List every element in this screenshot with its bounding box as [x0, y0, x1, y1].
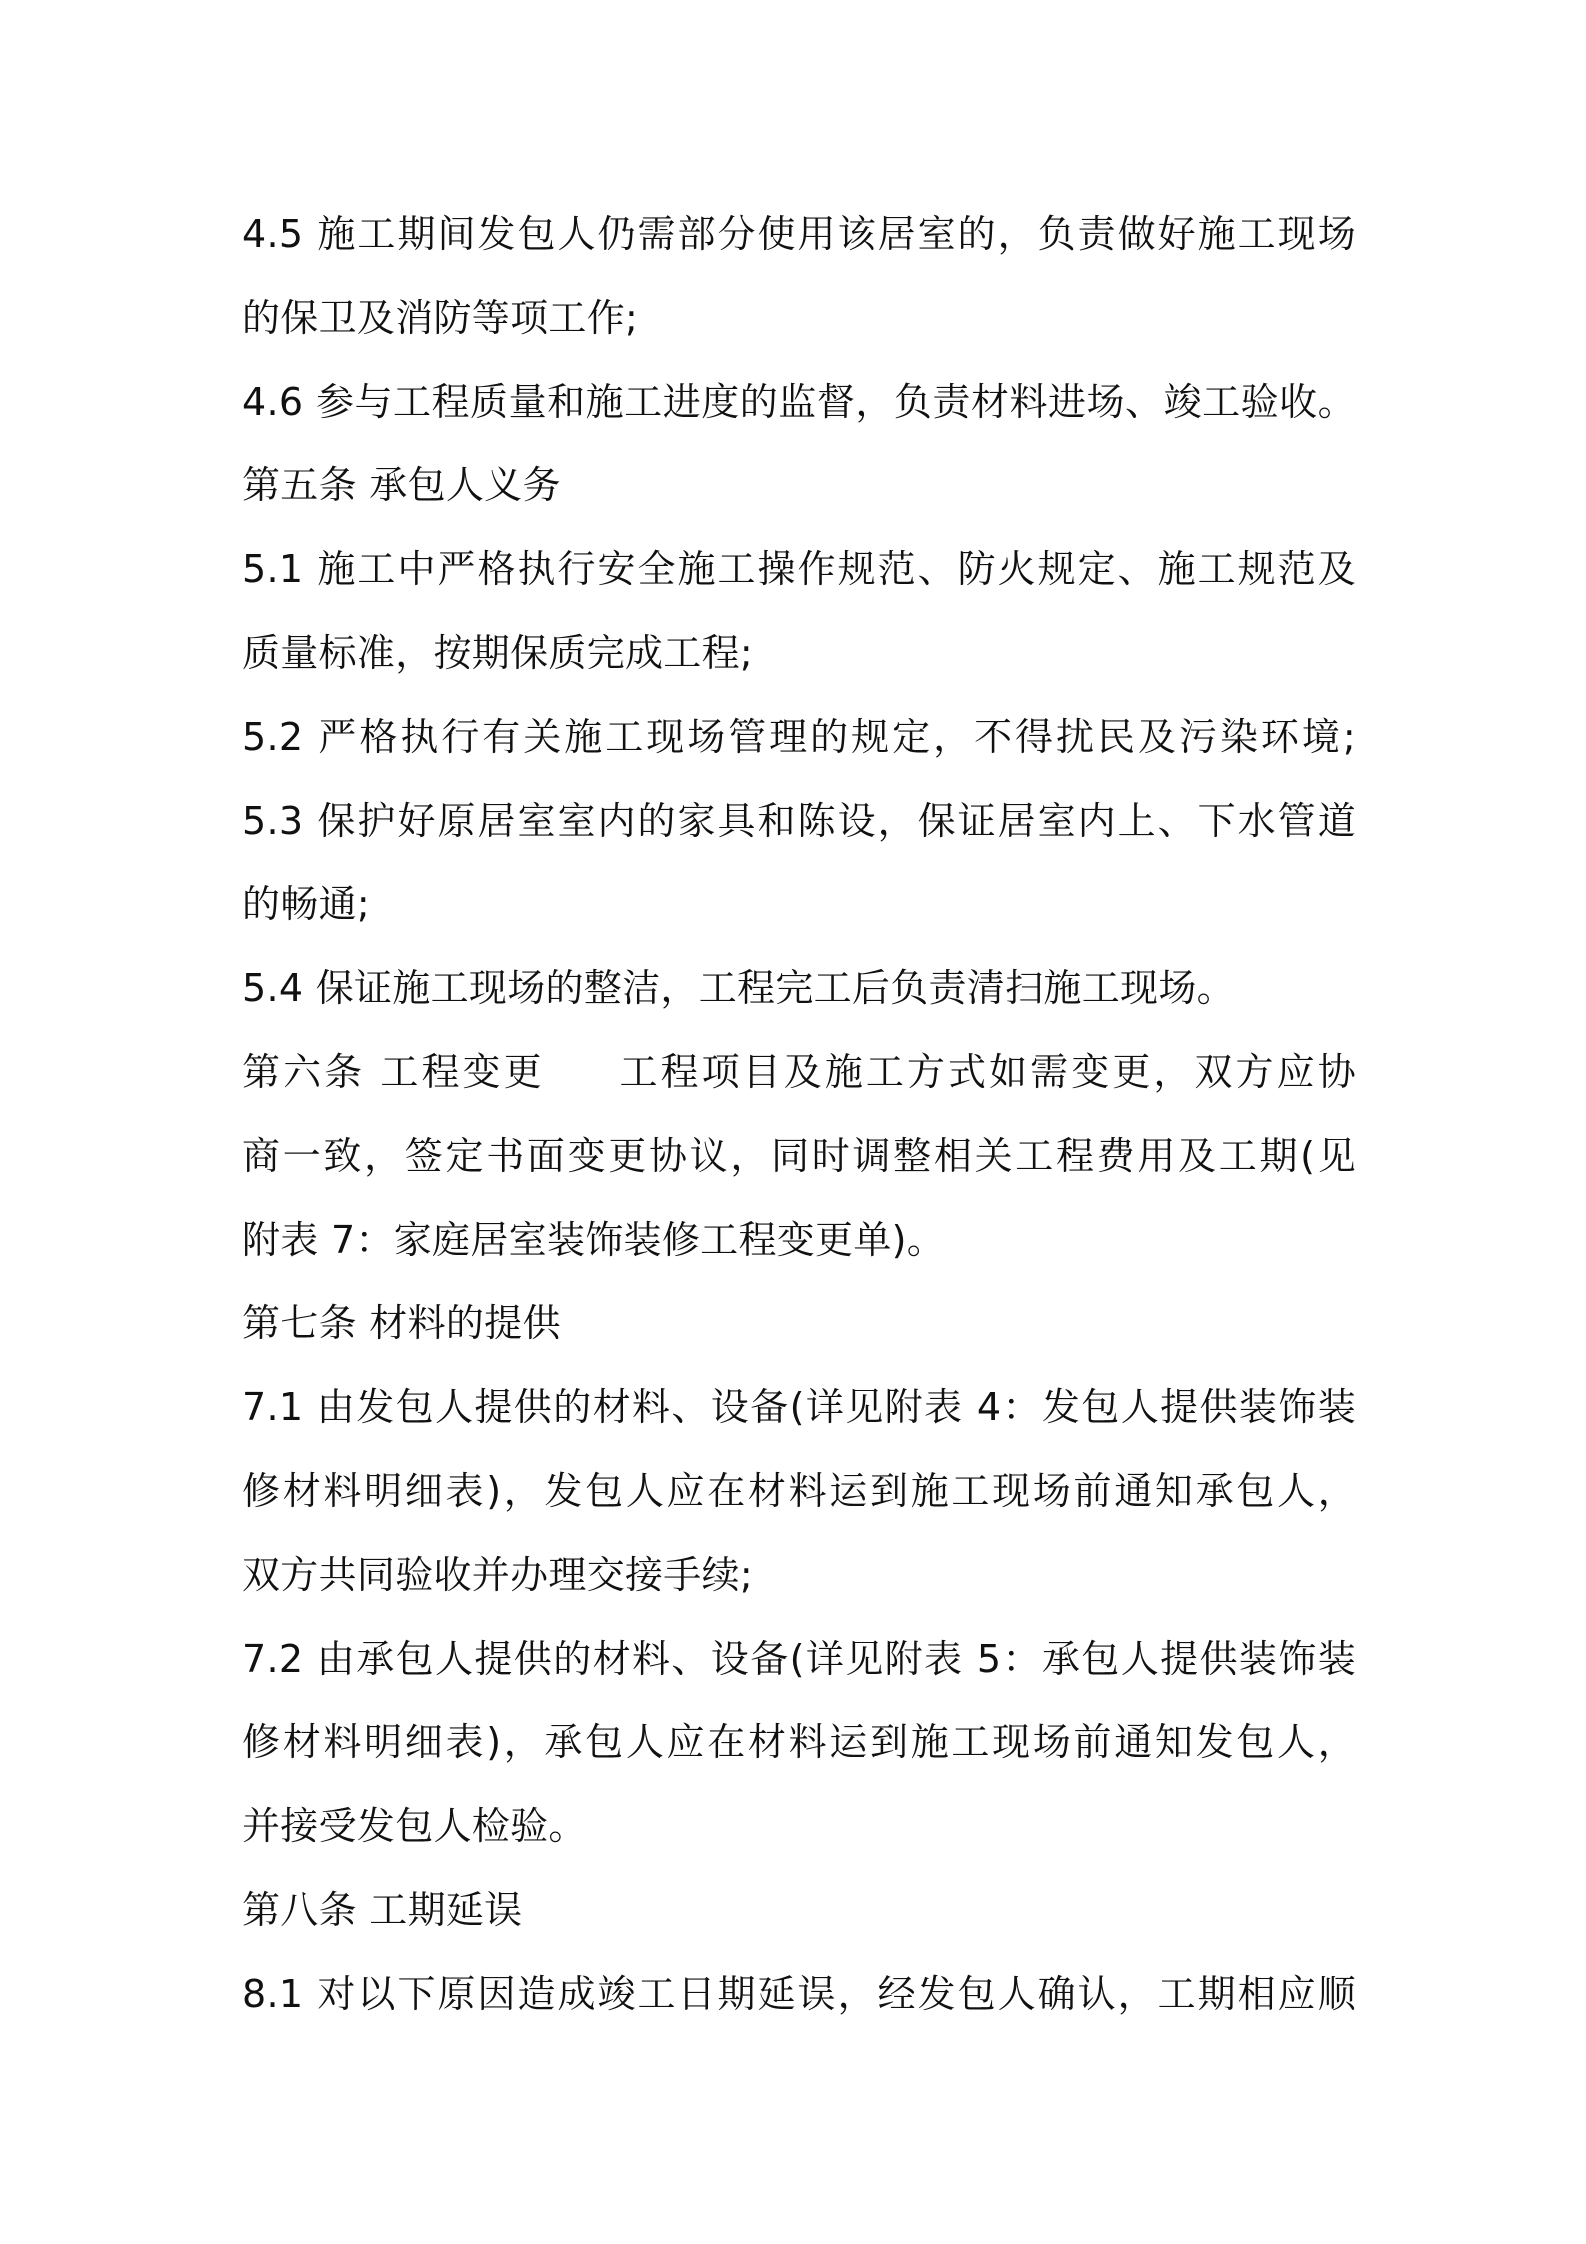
clause-7-1-line-1: 7.1 由发包人提供的材料、设备(详见附表 4：发包人提供装饰装	[242, 1385, 1356, 1430]
clause-5-3-line-1: 5.3 保护好原居室室内的家具和陈设，保证居室内上、下水管道	[242, 798, 1356, 843]
article-5-heading: 第五条 承包人义务	[242, 463, 561, 508]
clause-5-1-line-2: 质量标准，按期保质完成工程;	[242, 630, 754, 675]
clause-5-4: 5.4 保证施工现场的整洁，工程完工后负责清扫施工现场。	[242, 966, 1235, 1011]
article-6-line-1	[242, 1031, 1356, 1115]
article-6-line-2: 商一致，签定书面变更协议，同时调整相关工程费用及工期(见	[242, 1133, 1356, 1178]
clause-4-6: 4.6 参与工程质量和施工进度的监督，负责材料进场、竣工验收。	[242, 379, 1356, 424]
clause-7-2-line-1: 7.2 由承包人提供的材料、设备(详见附表 5：承包人提供装饰装	[242, 1636, 1356, 1681]
clause-5-1-line-1: 5.1 施工中严格执行安全施工操作规范、防火规定、施工规范及	[242, 547, 1356, 592]
clause-7-1-line-3: 双方共同验收并办理交接手续;	[242, 1552, 754, 1597]
clause-7-1-line-2: 修材料明细表)，发包人应在材料运到施工现场前通知承包人，	[242, 1468, 1356, 1513]
article-6-heading: 第六条 工程变更	[242, 1049, 545, 1094]
article-6-body-start: 工程项目及施工方式如需变更，双方应协	[616, 1049, 1356, 1094]
document-page	[242, 193, 1356, 2037]
clause-4-5-line-2: 的保卫及消防等项工作;	[242, 295, 639, 340]
clause-5-3-line-2: 的畅通;	[242, 882, 371, 927]
clause-4-5-line-1: 4.5 施工期间发包人仍需部分使用该居室的，负责做好施工现场	[242, 212, 1356, 256]
clause-7-2-line-3: 并接受发包人检验。	[242, 1804, 587, 1849]
clause-5-2: 5.2 严格执行有关施工现场管理的规定，不得扰民及污染环境;	[242, 714, 1356, 759]
article-7-heading: 第七条 材料的提供	[242, 1301, 561, 1346]
clause-8-1-line-1: 8.1 对以下原因造成竣工日期延误，经发包人确认，工期相应顺	[242, 1971, 1356, 2016]
article-8-heading: 第八条 工期延误	[242, 1887, 523, 1932]
article-6-line-3: 附表 7：家庭居室装饰装修工程变更单)。	[242, 1217, 946, 1262]
clause-7-2-line-2: 修材料明细表)，承包人应在材料运到施工现场前通知发包人，	[242, 1720, 1356, 1765]
